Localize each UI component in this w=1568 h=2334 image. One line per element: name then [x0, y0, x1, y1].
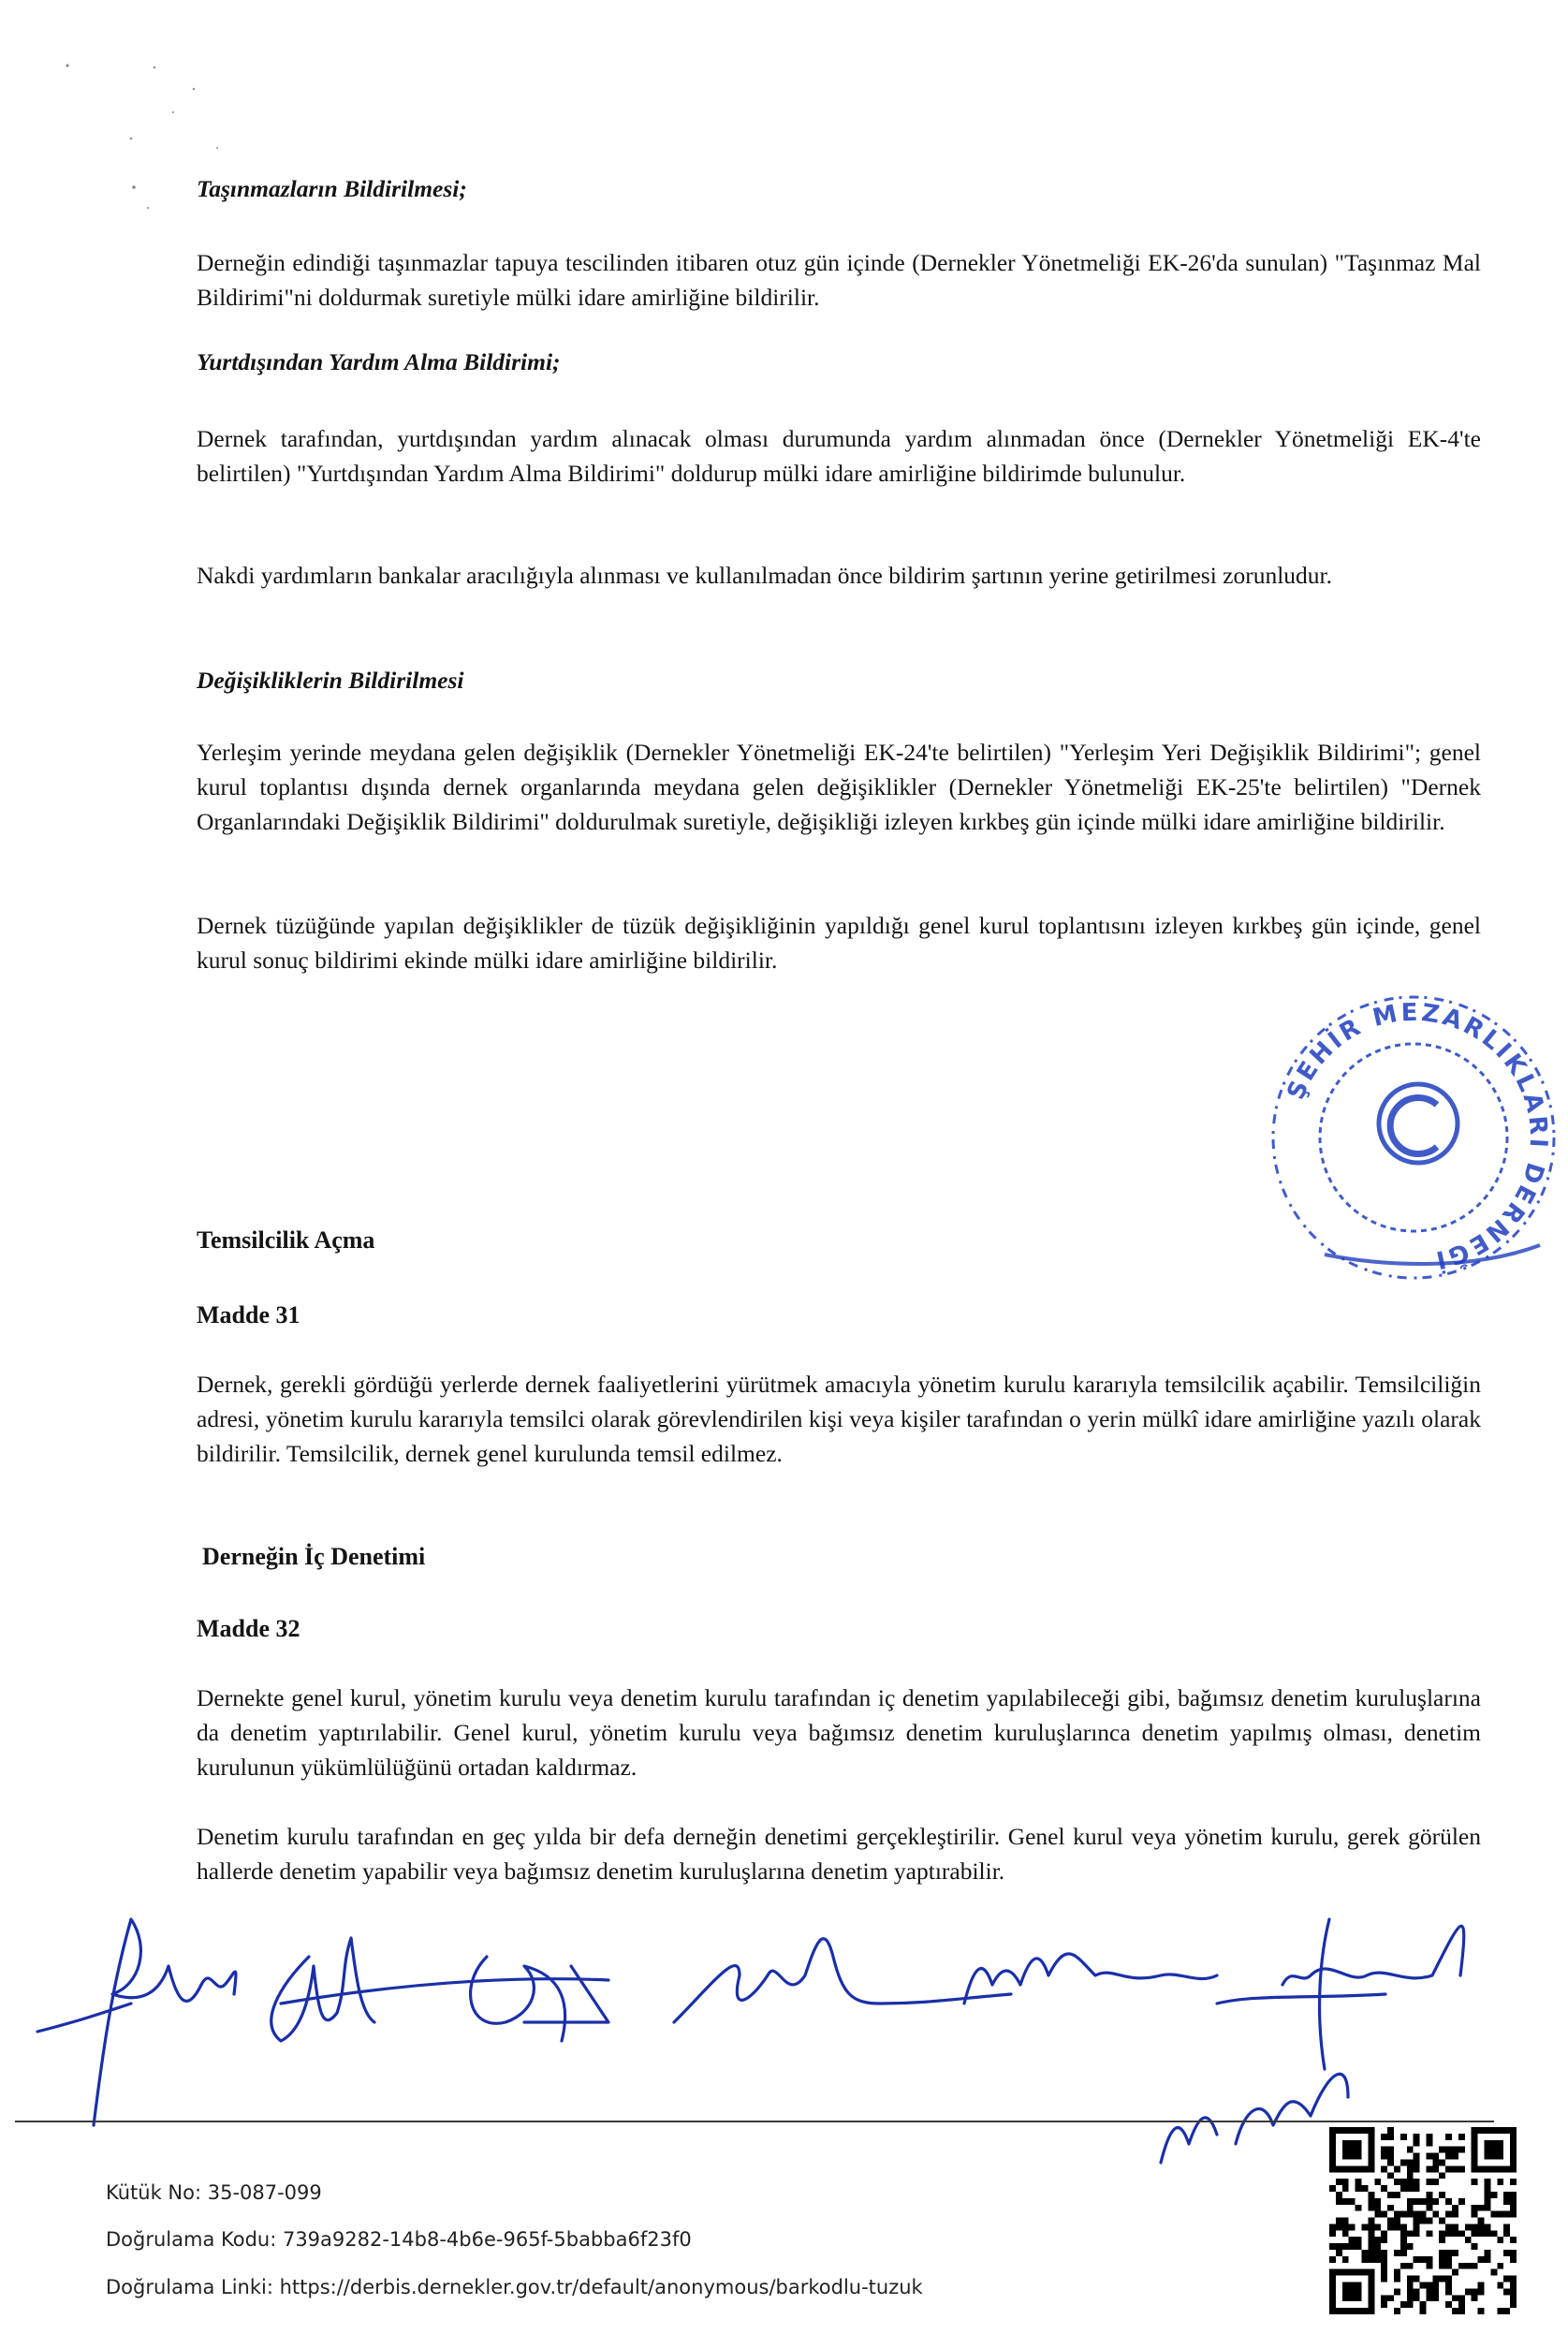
paragraph-ic-denetim-1: Dernekte genel kurul, yönetim kurulu veya denetim kurulu tarafından iç denetim yapılabileceği gibi, bağımsız denetim kuruluşlarına da denetim yaptırılabilir. Genel kurul, yönetim kurulu veya bağımsız denetim kuruluşlarınca denetim yapılmış olması, denetim kurulunun yükümlülüğünü ortadan kaldırmaz. — [197, 1684, 1481, 1781]
signature-6 — [1217, 1919, 1464, 2069]
heading-ic-denetim: Derneğin İç Denetimi — [202, 1543, 426, 1570]
scan-speckles — [0, 0, 281, 243]
article-31: Madde 31 — [197, 1301, 300, 1328]
svg-text:ŞEHİR MEZARLIKLARI DERNEĞİ — [1282, 999, 1552, 1276]
paragraph-temsilcilik: Dernek, gerekli gördüğü yerlerde dernek faaliyetlerini yürütmek amacıyla yönetim kurulu kararıyla temsilcilik açabilir. Temsilciliğin adresi, yönetim kurulu kararıyla temsilci olarak görevlendirilen kişi veya kişiler tarafından o yerin mülkî idare amirliğine yazılı olarak bildirilir. Temsilcilik, dernek genel kurulunda temsil edilmez. — [197, 1371, 1481, 1467]
paragraph-degisiklik-1: Yerleşim yerinde meydana gelen değişiklik (Dernekler Yönetmeliği EK-24'te belirtilen) "Yerleşim Yeri Değişiklik Bildirimi"; genel kurul toplantısı dışında dernek organlarında meydana gelen değişiklikler (Dernekler Yönetmeliği EK-25'te belirtilen) "Dernek Organlarındaki Değişiklik Bildirimi" doldurulmak suretiyle, değişikliği izleyen kırkbeş gün içinde mülki idare amirliğine bildirilir. — [197, 739, 1481, 835]
signature-3 — [281, 1957, 608, 2041]
paragraph-degisiklik-2: Dernek tüzüğünde yapılan değişiklikler de tüzük değişikliğinin yapıldığı genel kurul toplantısını izleyen kırkbeş gün içinde, genel kurul sonuç bildirimi ekinde mülki idare amirliğine bildirilir. — [197, 912, 1481, 974]
paragraph-ic-denetim-2: Denetim kurulu tarafından en geç yılda bir defa derneğin denetimi gerçekleştirilir. Genel kurul veya yönetim kurulu, gerek görülen hallerde denetim yapabilir veya bağımsız denetim kuruluşlarına denetim yaptırabilir. — [197, 1823, 1481, 1885]
heading-temsilcilik: Temsilcilik Açma — [197, 1226, 375, 1254]
heading-yurtdisi: Yurtdışından Yardım Alma Bildirimi; — [197, 348, 561, 375]
footer-kutuk-no: Kütük No: 35-087-099 — [106, 2181, 322, 2204]
stamp-text: ŞEHİR MEZARLIKLARI DERNEĞİ — [1282, 998, 1553, 1275]
heading-degisiklik: Değişikliklerin Bildirilmesi — [197, 667, 464, 694]
paragraph-yurtdisi-2: Nakdi yardımların bankalar aracılığıyla alınması ve kullanılmadan önce bildirim şartının yerine getirilmesi zorunludur. — [197, 562, 1333, 589]
article-32: Madde 32 — [197, 1615, 300, 1642]
footer-dogrulama-linki[interactable]: Doğrulama Linki: https://derbis.dernekler.gov.tr/default/anonymous/barkodlu-tuzuk — [106, 2276, 923, 2298]
association-stamp — [1259, 983, 1568, 1292]
signatures — [0, 1882, 1548, 2181]
signature-4 — [674, 1939, 1011, 2022]
signature-7 — [1161, 2074, 1348, 2163]
paragraph-yurtdisi-1: Dernek tarafından, yurtdışından yardım alınacak olması durumunda yardım alınmadan önce (Dernekler Yönetmeliği EK-4'te belirtilen) "Yurtdışından Yardım Alma Bildirimi" doldurup mülki idare amirliğine bildirimde bulunulur. — [197, 425, 1481, 487]
paragraph-tasinmaz: Derneğin edindiği taşınmazlar tapuya tescilinden itibaren otuz gün içinde (Dernekler Yönetmeliği EK-26'da sunulan) "Taşınmaz Mal Bildirimi"ni doldurmak suretiyle mülki idare amirliğine bildirilir. — [197, 249, 1481, 311]
qr-code[interactable] — [1329, 2127, 1517, 2314]
footer-dogrulama-kodu: Doğrulama Kodu: 739a9282-14b8-4b6e-965f-5babba6f23f0 — [106, 2228, 692, 2251]
heading-tasinmaz: Taşınmazların Bildirilmesi; — [197, 175, 467, 202]
footer-divider — [15, 2121, 1494, 2122]
signature-1 — [37, 1919, 236, 2125]
signature-2 — [271, 1938, 374, 2041]
